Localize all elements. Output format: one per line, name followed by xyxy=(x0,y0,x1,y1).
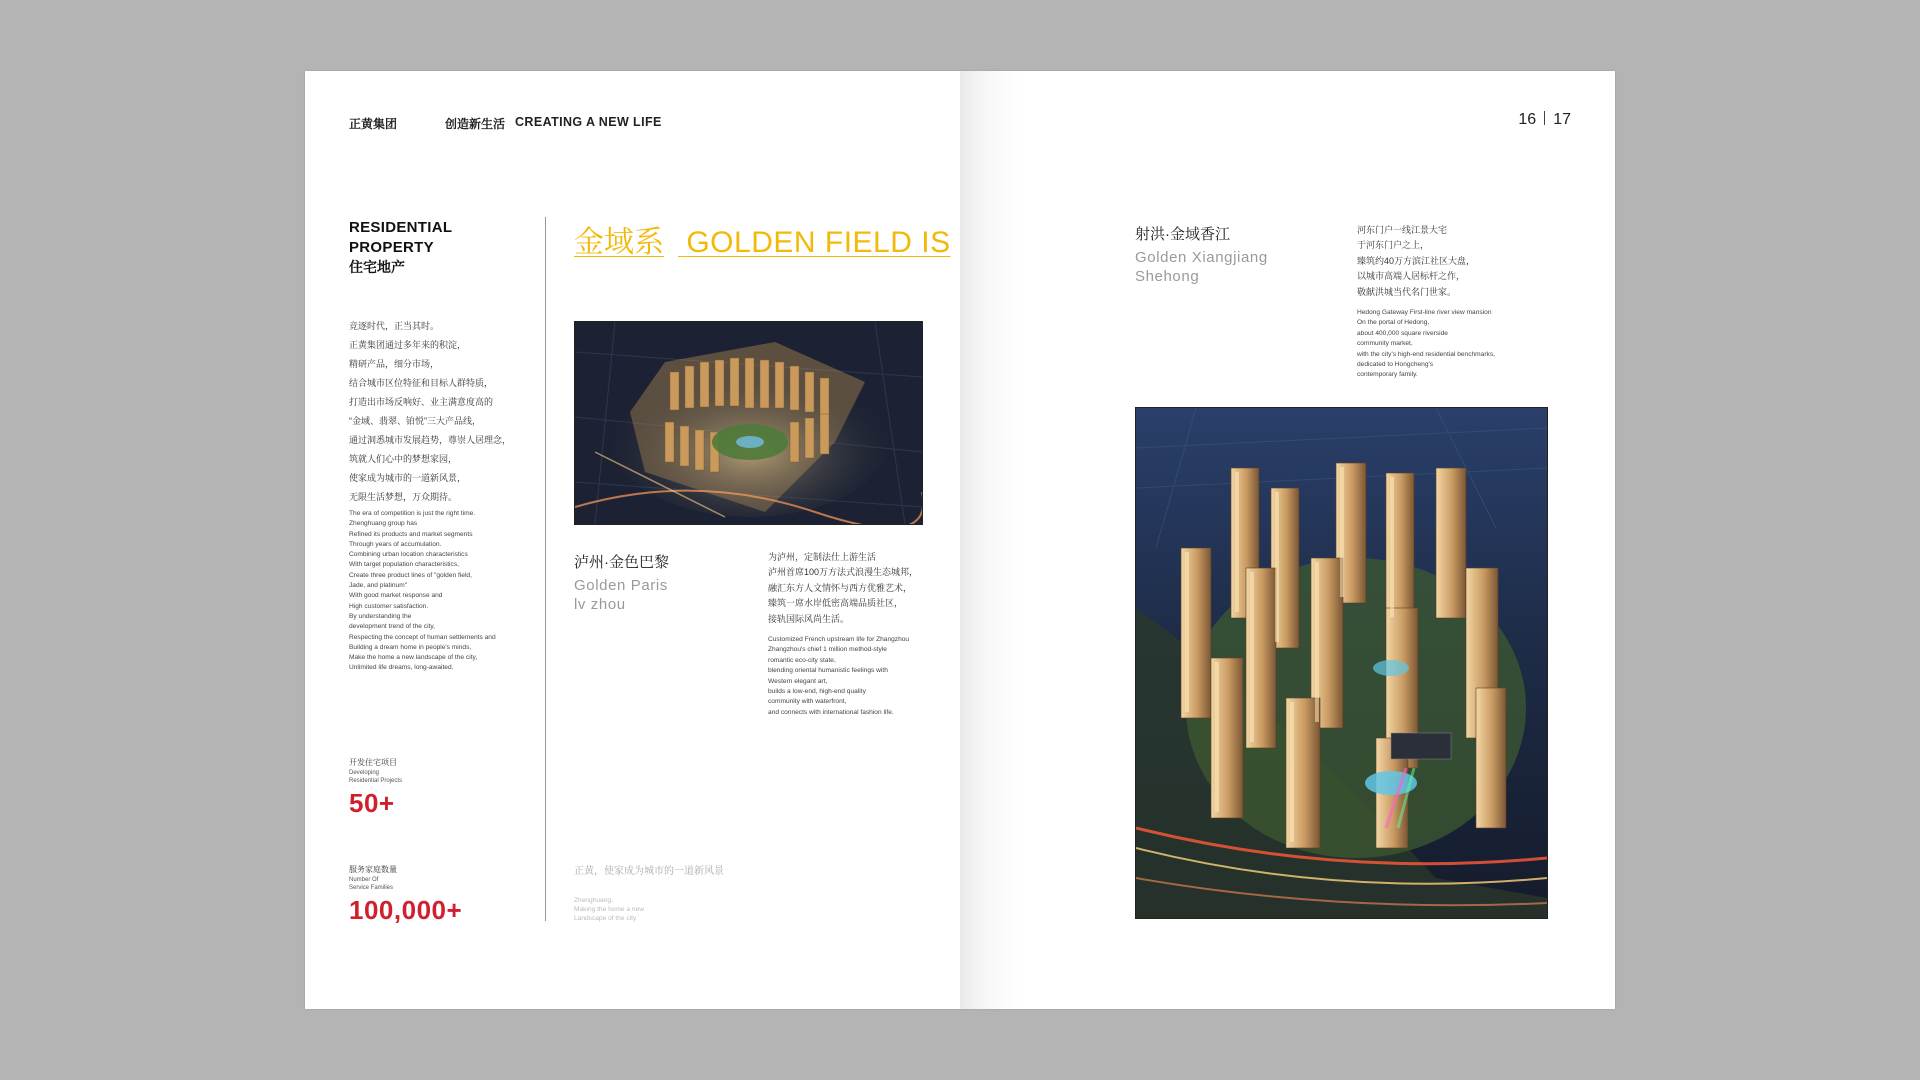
project-name-cn: 泸州·金色巴黎 xyxy=(574,554,669,571)
intro-en-line: High customer satisfaction. xyxy=(349,602,429,610)
desc-cn-line: 接轨国际风尚生活。 xyxy=(768,613,850,624)
intro-en-line: Make the home a new landscape of the city, xyxy=(349,654,478,662)
stat-label-en: Number Of xyxy=(349,877,379,883)
desc-cn-line: 泸州首席100万方法式浪漫生态城邦， xyxy=(768,567,919,578)
desc-cn-line: 臻筑一席水岸低密高端品质社区， xyxy=(768,598,904,609)
intro-cn-line: 筑就人们心中的梦想家园， xyxy=(349,454,458,464)
intro-en-line: Jade, and platinum" xyxy=(349,582,408,590)
project-desc-cn xyxy=(1357,223,1475,300)
desc-en-line: Hedong Gateway First-line river view mansion xyxy=(1357,309,1492,316)
desc-en-line: On the portal of Hedong, xyxy=(1357,319,1430,327)
project-name-en-line1: Golden Xiangjiang xyxy=(1135,249,1268,266)
desc-cn-line: 河东门户一线江景大宅 xyxy=(1357,225,1448,235)
desc-en-line: community with waterfront, xyxy=(768,698,847,706)
stat-label-cn: 开发住宅项目 xyxy=(349,758,397,767)
intro-cn-line: 通过洞悉城市发展趋势，尊崇人居理念， xyxy=(349,435,512,445)
series-title-cn: 金域系 xyxy=(574,226,664,259)
right-page xyxy=(960,71,1615,1009)
series-title xyxy=(574,217,951,261)
desc-cn-line: 为泸州，定制法仕上游生活 xyxy=(768,552,877,562)
intro-en-line: Zhenghuang group has xyxy=(349,520,418,528)
intro-text-cn xyxy=(349,317,519,507)
desc-en-line: romantic eco-city state, xyxy=(768,656,836,664)
section-title-en xyxy=(349,218,452,258)
project-name-en xyxy=(1135,248,1268,286)
stat-families xyxy=(349,864,462,926)
intro-cn-line: “金域、翡翠、铂悦”三大产品线， xyxy=(349,416,481,426)
intro-cn-line: 无限生活梦想，万众期待。 xyxy=(349,492,458,502)
project-name-en-line1: Golden Paris xyxy=(574,577,668,594)
stat-label-cn: 服务家庭数量 xyxy=(349,865,397,874)
section-title-line1: RESIDENTIAL xyxy=(349,219,453,236)
stat-value: 100,000+ xyxy=(349,895,463,926)
desc-en-line: dedicated to Hongcheng's xyxy=(1357,361,1434,369)
footer-en-line: Landscape of the city xyxy=(574,915,637,922)
desc-en-line: builds a low-end, high-end quality xyxy=(768,688,866,696)
intro-cn-line: 竞逐时代，正当其时。 xyxy=(349,321,440,331)
desc-en-line: Customized French upstream life for Zhangzhou xyxy=(768,636,910,643)
intro-en-line: Refined its products and market segments xyxy=(349,530,473,538)
desc-en-line: Zhangzhou's chief 1 million method-style xyxy=(768,646,887,654)
desc-en-line: about 400,000 square riverside xyxy=(1357,329,1448,337)
brand-name: 正黄集团 xyxy=(349,117,398,131)
intro-cn-line: 结合城市区位特征和目标人群特质， xyxy=(349,378,494,388)
intro-en-line: By understanding the xyxy=(349,612,412,620)
slogan-en: CREATING A NEW LIFE xyxy=(515,115,662,129)
desc-cn-line: 敬献洪城当代名门世家。 xyxy=(1357,286,1457,297)
intro-cn-line: 打造出市场反响好、业主满意度高的 xyxy=(349,397,494,407)
desc-en-line: with the city's high-end residential benchmarks, xyxy=(1357,350,1495,358)
series-title-en: GOLDEN FIELD IS xyxy=(686,226,951,259)
desc-cn-line: 融汇东方人文情怀与西方优雅艺术， xyxy=(768,582,913,593)
stat-label-en: Service Families xyxy=(349,884,394,891)
intro-en-line: Create three product lines of "golden field, xyxy=(349,571,472,579)
desc-en-line: and connects with international fashion life. xyxy=(768,708,894,716)
intro-en-line: With target population characteristics, xyxy=(349,561,459,569)
desc-en-line: Western elegant art, xyxy=(768,677,828,685)
project-name-en-line2: lv zhou xyxy=(574,596,626,613)
left-page xyxy=(305,71,960,1009)
desc-en-line: community market, xyxy=(1357,340,1413,348)
section-title-line2: PROPERTY xyxy=(349,239,434,256)
footer-en-line: Making the home a new xyxy=(574,906,645,913)
slogan-cn: 创造新生活 xyxy=(445,117,506,131)
intro-cn-line: 精研产品，细分市场， xyxy=(349,359,440,369)
footer-en-line: Zhenghuang, xyxy=(574,897,613,904)
project-image-golden-paris xyxy=(574,321,923,525)
stat-label-en: Residential Projects xyxy=(349,777,403,784)
desc-cn-line: 以城市高端人居标杆之作， xyxy=(1357,271,1466,282)
brochure-spread xyxy=(305,71,1615,1009)
page-numbers xyxy=(1518,111,1571,129)
project-desc-en xyxy=(768,635,909,718)
intro-en-line: The era of competition is just the right time. xyxy=(349,510,476,517)
intro-en-line: With good market response and xyxy=(349,592,443,600)
intro-en-line: Combining urban location characteristics xyxy=(349,551,468,559)
column-divider xyxy=(545,217,546,921)
stat-value: 50+ xyxy=(349,788,395,819)
desc-cn-line: 臻筑约40万方滨江社区大盘， xyxy=(1357,255,1476,266)
stat-projects xyxy=(349,757,402,819)
project-name-en xyxy=(574,576,668,614)
desc-cn-line: 于河东门户之上， xyxy=(1357,240,1430,251)
footer-slogan-en xyxy=(574,896,644,923)
desc-en-line: blending oriental humanistic feelings with xyxy=(768,667,888,675)
section-title-cn: 住宅地产 xyxy=(349,259,405,275)
page-number-right: 17 xyxy=(1553,111,1571,128)
project-name-en-line2: Shehong xyxy=(1135,268,1200,285)
intro-en-line: development trend of the city, xyxy=(349,623,436,631)
intro-en-line: Respecting the concept of human settlements and xyxy=(349,633,496,641)
intro-cn-line: 正黄集团通过多年来的积淀， xyxy=(349,340,467,350)
intro-text-en xyxy=(349,509,549,674)
footer-slogan-cn: 正黄，使家成为城市的一道新风景 xyxy=(574,866,724,877)
desc-en-line: contemporary family. xyxy=(1357,371,1418,379)
project-name-cn: 射洪·金域香江 xyxy=(1135,226,1230,243)
intro-cn-line: 使家成为城市的一道新风景， xyxy=(349,473,467,483)
stat-label-en: Developing xyxy=(349,770,380,776)
page-number-left: 16 xyxy=(1518,111,1537,128)
project-image-golden-xiangjiang xyxy=(1135,407,1548,919)
project-desc-en xyxy=(1357,308,1495,381)
project-desc-cn xyxy=(768,550,918,627)
intro-en-line: Unlimited life dreams, long-awaited. xyxy=(349,664,454,672)
intro-en-line: Building a dream home in people's minds, xyxy=(349,643,472,651)
page-number-divider xyxy=(1544,111,1545,125)
intro-en-line: Through years of accumulation. xyxy=(349,540,442,548)
